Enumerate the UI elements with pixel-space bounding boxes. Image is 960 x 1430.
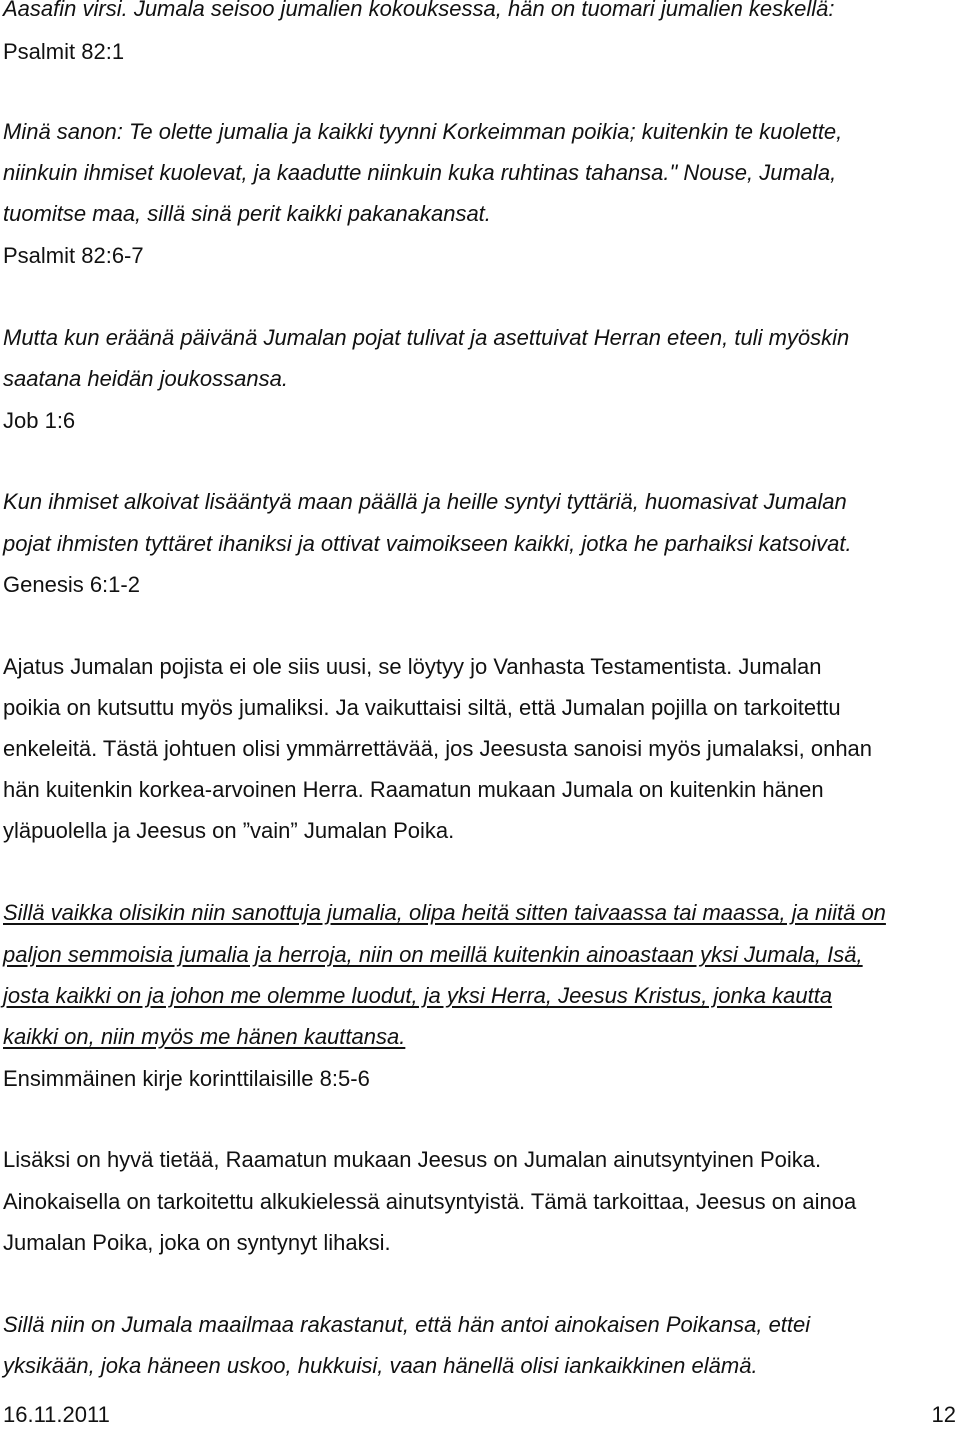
verse-line: tuomitse maa, sillä sinä perit kaikki pakanakansat. — [3, 201, 491, 226]
verse-line: pojat ihmisten tyttäret ihaniksi ja ottivat vaimoikseen kaikki, jotka he parhaiksi katsoivat. — [3, 531, 852, 556]
verse-reference: Psalmit 82:1 — [3, 39, 125, 64]
footer-date: 16.11.2011 — [3, 1402, 110, 1427]
verse-line: paljon semmoisia jumalia ja herroja, niin on meillä kuitenkin ainoastaan yksi Jumala, Isä, — [3, 942, 863, 967]
paragraph-line: Ainokaisella on tarkoitettu alkukielessä ainutsyntyistä. Tämä tarkoittaa, Jeesus on ainoa — [3, 1189, 857, 1214]
verse-reference: Job 1:6 — [3, 408, 76, 433]
verse-line: niinkuin ihmiset kuolevat, ja kaadutte niinkuin kuka ruhtinas tahansa." Nouse, Jumala, — [3, 160, 837, 185]
verse-line: Minä sanon: Te olette jumalia ja kaikki tyynni Korkeimman poikia; kuitenkin te kuolette, — [3, 119, 843, 144]
verse-reference: Psalmit 82:6-7 — [3, 243, 144, 268]
verse-reference: Genesis 6:1-2 — [3, 572, 140, 597]
verse-line: Aasafin virsi. Jumala seisoo jumalien kokouksessa, hän on tuomari jumalien keskellä: — [3, 0, 835, 21]
verse-line: yksikään, joka häneen uskoo, hukkuisi, vaan hänellä olisi iankaikkinen elämä. — [3, 1353, 758, 1378]
verse-reference: Ensimmäinen kirje korinttilaisille 8:5-6 — [3, 1066, 370, 1091]
verse-line: kaikki on, niin myös me hänen kauttansa. — [3, 1024, 406, 1049]
paragraph-line: Lisäksi on hyvä tietää, Raamatun mukaan Jeesus on Jumalan ainutsyntyinen Poika. — [3, 1147, 822, 1172]
paragraph-line: Ajatus Jumalan pojista ei ole siis uusi, se löytyy jo Vanhasta Testamentista. Jumalan — [3, 654, 822, 679]
paragraph-line: hän kuitenkin korkea-arvoinen Herra. Raamatun mukaan Jumala on kuitenkin hänen — [3, 777, 824, 802]
verse-line: saatana heidän joukossansa. — [3, 366, 288, 391]
paragraph-line: poikia on kutsuttu myös jumaliksi. Ja vaikuttaisi siltä, että Jumalan pojilla on tarkoitettu — [3, 695, 841, 720]
verse-line: josta kaikki on ja johon me olemme luodut, ja yksi Herra, Jeesus Kristus, jonka kautta — [3, 983, 833, 1008]
verse-line: Sillä vaikka olisikin niin sanottuja jumalia, olipa heitä sitten taivaassa tai maassa, ja niitä on — [3, 900, 886, 925]
paragraph-line: enkeleitä. Tästä johtuen olisi ymmärrettävää, jos Jeesusta sanoisi myös jumalaksi, onhan — [3, 736, 873, 761]
paragraph-line: yläpuolella ja Jeesus on ”vain” Jumalan Poika. — [3, 818, 455, 843]
verse-line: Kun ihmiset alkoivat lisääntyä maan päällä ja heille syntyi tyttäriä, huomasivat Jumalan — [3, 489, 847, 514]
paragraph-line: Jumalan Poika, joka on syntynyt lihaksi. — [3, 1230, 391, 1255]
verse-line: Mutta kun eräänä päivänä Jumalan pojat tulivat ja asettuivat Herran eteen, tuli myöskin — [3, 325, 850, 350]
page-number: 12 — [931, 1402, 956, 1427]
verse-line: Sillä niin on Jumala maailmaa rakastanut, että hän antoi ainokaisen Poikansa, ettei — [3, 1312, 811, 1337]
